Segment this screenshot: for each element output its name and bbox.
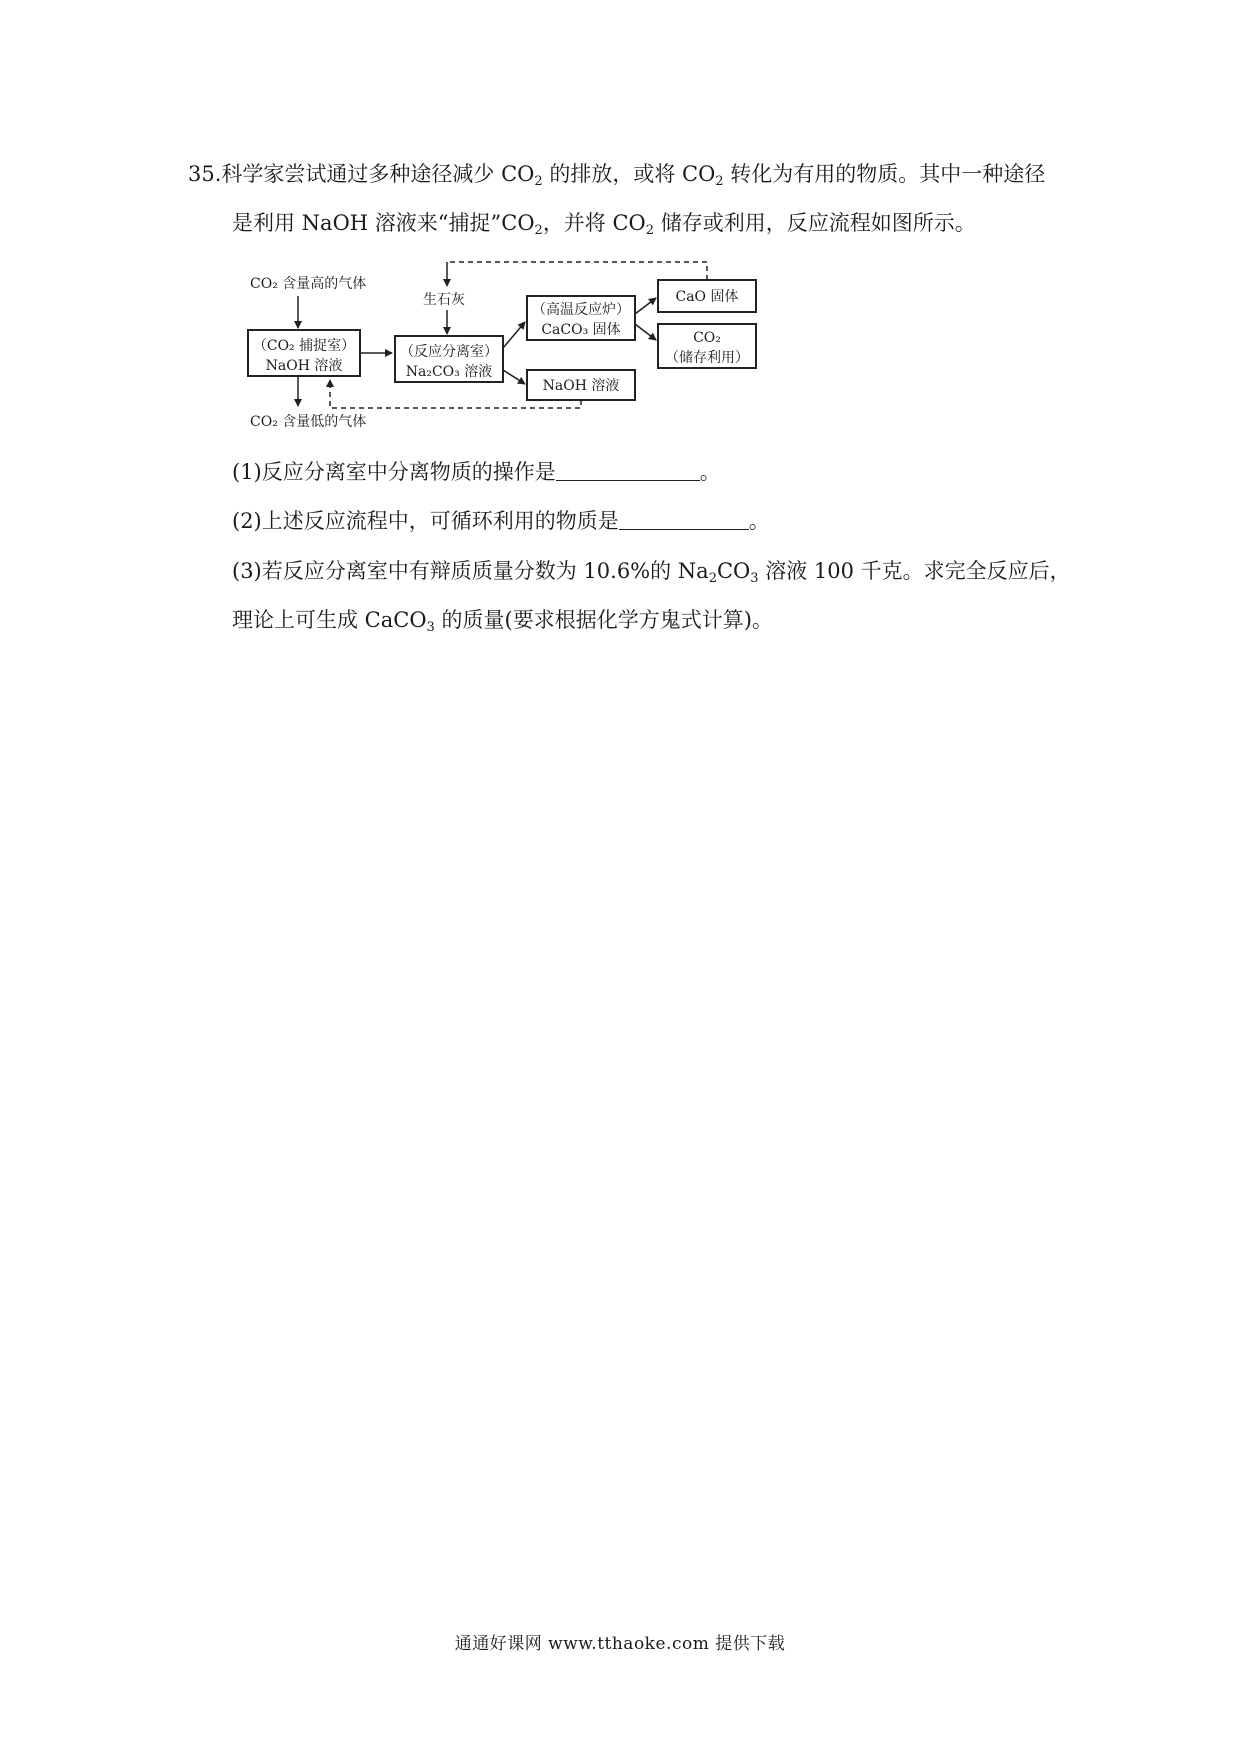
separation-room-title: （反应分离室） <box>400 344 498 360</box>
subquestion-1: (1)反应分离室中分离物质的操作是 。 <box>232 460 721 484</box>
arrow-furnace-to-co2 <box>635 324 656 340</box>
subquestion-3-line1: (3)若反应分离室中有辩质质量分数为 10.6%的 $Na_2CO_3$ 溶液 100 千克。求完全反应后， <box>232 559 1071 586</box>
naoh-solution-label: NaOH 溶液 <box>542 378 620 394</box>
furnace-title: （高温反应炉） <box>532 302 630 318</box>
high-co2-gas-label: CO₂ 含量高的气体 <box>250 276 367 292</box>
answer-blank-2[interactable] <box>619 509 749 530</box>
answer-blank-1[interactable] <box>556 460 700 481</box>
co2-storage-use: （储存利用） <box>665 350 749 366</box>
arrow-furnace-to-cao <box>635 298 656 314</box>
capture-room-title: （CO₂ 捕捉室） <box>252 338 356 354</box>
process-flow-diagram <box>240 258 820 430</box>
low-co2-gas-label: CO₂ 含量低的气体 <box>250 414 367 430</box>
furnace-content: CaCO₃ 固体 <box>541 322 621 338</box>
subquestion-3-line2: 理论上可生成 CaCO$_3$ 的质量(要求根据化学方鬼式计算)。 <box>232 608 773 635</box>
separation-room-content: Na₂CO₃ 溶液 <box>405 364 493 380</box>
quicklime-label: 生石灰 <box>423 292 465 308</box>
question-intro-line2: 是利用 NaOH 溶液来“捕捉$”CO_2$，并将 $CO_2$ 储存或利用，反应流程如图所示。 <box>232 211 976 238</box>
capture-room-content: NaOH 溶液 <box>265 358 343 374</box>
co2-storage-label: CO₂ <box>693 330 721 346</box>
recycle-line-cao <box>447 262 707 280</box>
page-footer: 通通好课网 www.tthaoke.com 提供下载 <box>454 1634 786 1654</box>
arrow-separation-to-naoh <box>503 370 525 384</box>
arrow-separation-to-furnace <box>503 322 525 348</box>
question-number: 35. <box>188 162 222 186</box>
cao-solid-label: CaO 固体 <box>675 289 739 305</box>
subquestion-2: (2)上述反应流程中，可循环利用的物质是 。 <box>232 509 770 533</box>
question-intro-line1: 35.科学家尝试通过多种途径减少 $CO_2$ 的排放，或将 $CO_2$ 转化为有用的物质。其中一种途径 <box>188 162 1046 189</box>
